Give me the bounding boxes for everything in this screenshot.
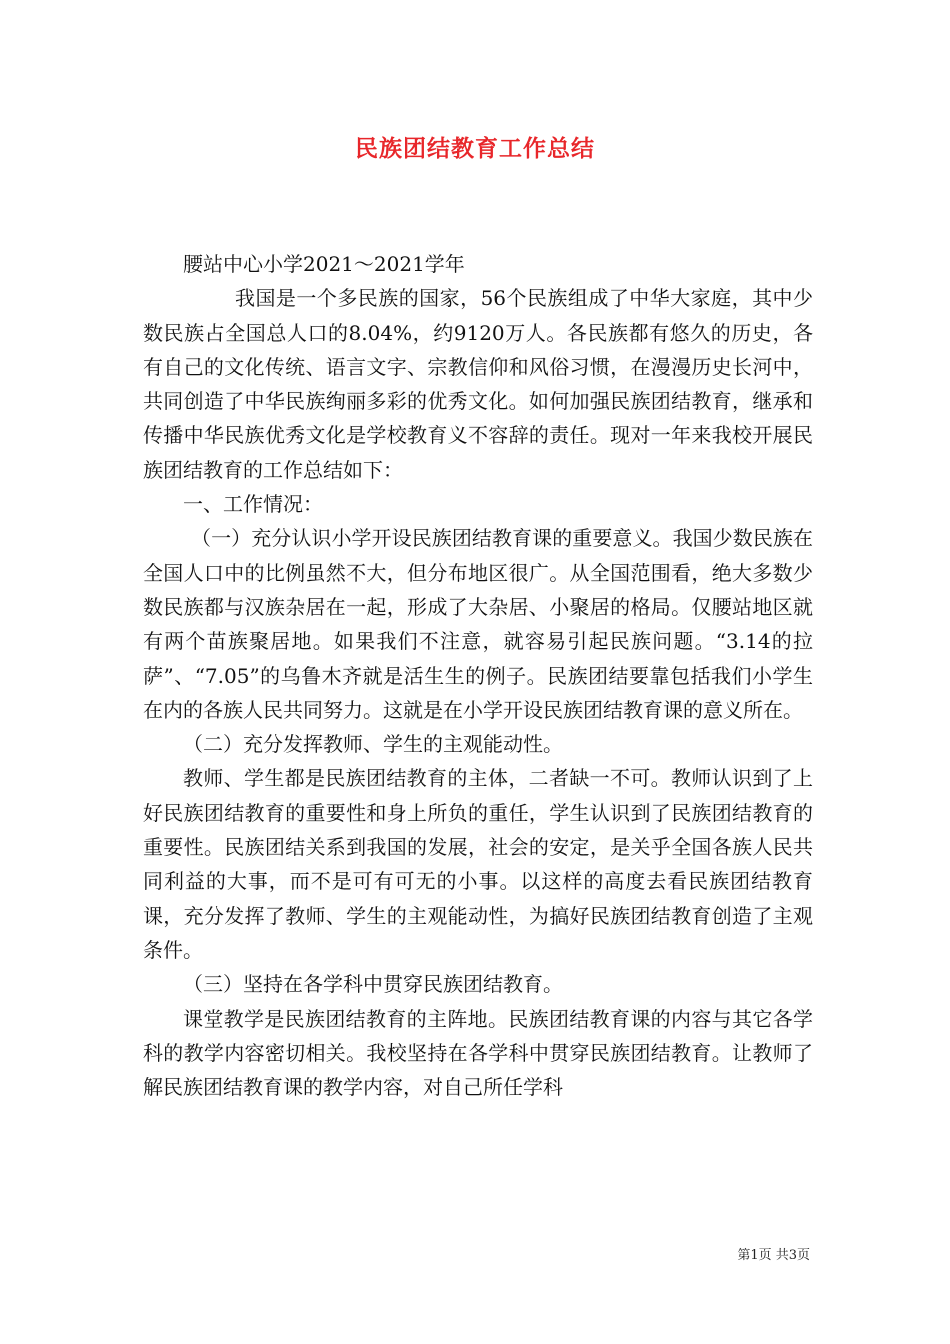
intro-paragraph: 我国是一个多民族的国家，56个民族组成了中华大家庭，其中少数民族占全国总人口的8.04%，约9120万人。各民族都有悠久的历史，各有自己的文化传统、语言文字、宗教信仰和风俗习惯，在漫漫历史长河中，共同创造了中华民族绚丽多彩的优秀文化。如何加强民族团结教育，继承和传播中华民族优秀文化是学校教育义不容辞的责任。现对一年来我校开展民族团结教育的工作总结如下： (143, 286, 813, 482)
subsection-2-heading: （二）充分发挥教师、学生的主观能动性。 (183, 732, 563, 757)
subsection-1-paragraph: （一）充分认识小学开设民族团结教育课的重要意义。我国少数民族在全国人口中的比例虽然不大，但分布地区很广。从全国范围看，绝大多数少数民族都与汉族杂居在一起，形成了大杂居、小聚居的格局。仅腰站地区就有两个苗族聚居地。如果我们不注意，就容易引起民族问题。“3.14的拉萨”、“7.05”的乌鲁木齐就是活生生的例子。民族团结要靠包括我们小学生在内的各族人民共同努力。这就是在小学开设民族团结教育课的意义所在。 (143, 526, 813, 722)
school-year-line: 腰站中心小学2021～2021学年 (183, 252, 465, 276)
document-title: 民族团结教育工作总结 (355, 135, 595, 162)
subsection-3-heading: （三）坚持在各学科中贯穿民族团结教育。 (183, 972, 563, 997)
subsection-3-paragraph: 课堂教学是民族团结教育的主阵地。民族团结教育课的内容与其它各学科的教学内容密切相关。我校坚持在各学科中贯穿民族团结教育。让教师了解民族团结教育课的教学内容，对自己所任学科 (143, 1006, 813, 1100)
section-heading-work-status: 一、工作情况： (183, 492, 323, 517)
subsection-2-paragraph: 教师、学生都是民族团结教育的主体，二者缺一不可。教师认识到了上好民族团结教育的重要性和身上所负的重任，学生认识到了民族团结教育的重要性。民族团结关系到我国的发展，社会的安定，是关乎全国各族人民共同利益的大事，而不是可有可无的小事。以这样的高度去看民族团结教育课，充分发挥了教师、学生的主观能动性，为搞好民族团结教育创造了主观条件。 (143, 766, 813, 962)
page-number-footer: 第1页 共3页 (737, 1248, 810, 1263)
document-body (143, 247, 813, 1104)
